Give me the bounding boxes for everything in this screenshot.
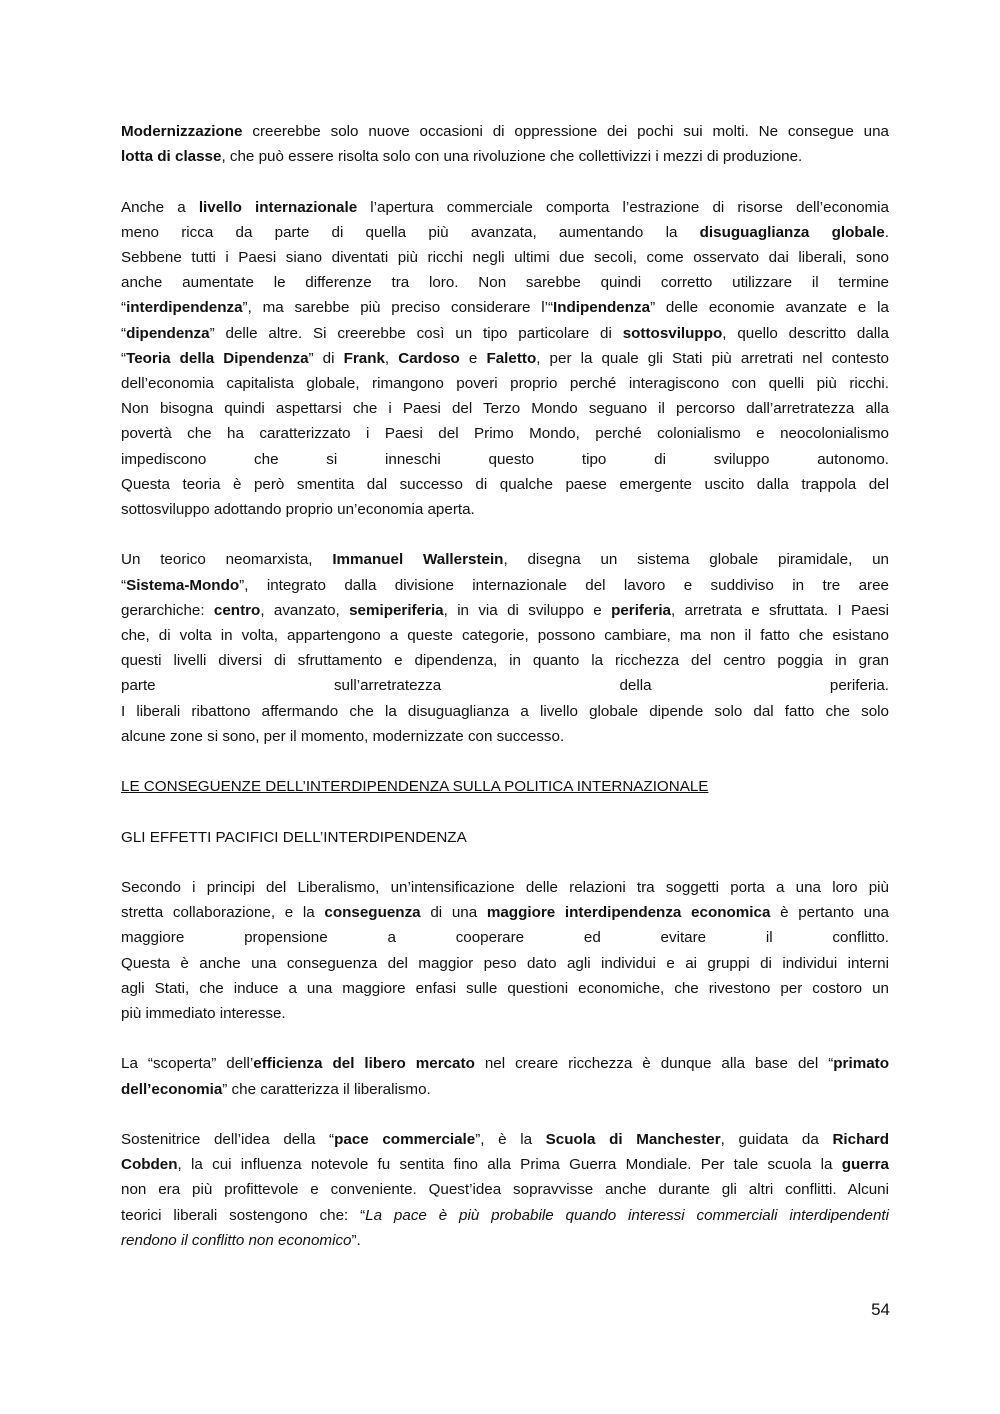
text-line	[121, 598, 889, 623]
text-run: gerarchiche:	[121, 601, 214, 619]
bold-term: sottosviluppo	[622, 324, 723, 342]
text-run: , arretrata e sfruttata. I Paesi	[671, 601, 890, 619]
text-line	[121, 371, 889, 396]
bold-term: Immanuel Wallerstein	[332, 551, 504, 569]
text-line	[121, 497, 889, 522]
text-line	[121, 976, 889, 1001]
text-run: , la cui influenza notevole fu sentita fino alla Prima Guerra Mondiale. Per tale scuola la	[177, 1156, 842, 1174]
bold-term: dell’economia	[121, 1080, 223, 1098]
text-run: ,	[384, 349, 399, 367]
text-run: ”, è la	[475, 1131, 546, 1149]
text-run: parte sull’arretratezza della periferia.	[121, 677, 889, 695]
text-run: non era più profittevole e conveniente. Quest’idea sopravvisse anche durante gli altri conflitti. Alcuni	[121, 1181, 889, 1199]
text-run: ”, ma sarebbe più preciso considerare l’“	[242, 299, 554, 317]
bold-term: interdipendenza	[126, 299, 243, 317]
bold-term: Cardoso	[398, 349, 460, 367]
text-run: Sostenitrice dell’idea della “	[121, 1131, 335, 1149]
text-run: Un teorico neomarxista,	[121, 551, 333, 569]
text-line	[121, 321, 889, 346]
text-line	[121, 825, 889, 850]
text-run: agli Stati, che induce a una maggiore enfasi sulle questioni economiche, che rivestono per costoro un	[121, 979, 889, 997]
bold-term: centro	[213, 601, 261, 619]
text-run: impediscono che si inneschi questo tipo di sviluppo autonomo.	[121, 450, 889, 468]
text-line	[121, 421, 889, 446]
bold-term: periferia	[611, 601, 671, 619]
text-run: meno ricca da parte di quella più avanzata, aumentando la	[121, 223, 700, 241]
text-run: l’apertura commerciale comporta l’estrazione di risorse dell’economia	[357, 198, 890, 216]
bold-term: primato	[833, 1055, 889, 1073]
italic-quote: rendono il conflitto non economico	[121, 1231, 352, 1249]
text-line	[121, 1051, 889, 1076]
text-run: , per la quale gli Stati più arretrati nel contesto	[536, 349, 889, 367]
paragraph	[121, 774, 889, 799]
text-line	[121, 1228, 889, 1253]
text-run: , guidata da	[720, 1131, 833, 1149]
text-line	[121, 119, 889, 144]
bold-term: Indipendenza	[553, 299, 651, 317]
page-number: 54	[871, 1300, 890, 1319]
bold-term: Richard	[832, 1131, 889, 1149]
text-line	[121, 447, 889, 472]
text-line	[121, 220, 889, 245]
text-line	[121, 573, 889, 598]
text-line	[121, 295, 889, 320]
text-run: “	[121, 349, 127, 367]
text-line	[121, 875, 889, 900]
text-line	[121, 547, 889, 572]
text-run: povertà che ha caratterizzato i Paesi del Primo Mondo, perché colonialismo e neocolonialismo	[121, 425, 889, 443]
text-line	[121, 1001, 889, 1026]
text-line	[121, 648, 889, 673]
paragraph	[121, 825, 889, 850]
bold-term: Frank	[343, 349, 385, 367]
text-run: maggiore propensione a cooperare ed evitare il conflitto.	[121, 929, 889, 947]
bold-term: Teoria della Dipendenza	[126, 349, 309, 367]
text-run: stretta collaborazione, e la	[121, 904, 325, 922]
bold-term: Faletto	[486, 349, 537, 367]
text-run: Questa teoria è però smentita dal successo di qualche paese emergente uscito dalla trappola del	[121, 475, 889, 493]
text-run: ” delle altre. Si creerebbe così un tipo particolare di	[209, 324, 623, 342]
text-line	[121, 396, 889, 421]
text-line	[121, 699, 889, 724]
text-line	[121, 270, 889, 295]
text-run: Secondo i principi del Liberalismo, un’intensificazione delle relazioni tra soggetti porta a una loro più	[121, 879, 889, 897]
text-run: che, di volta in volta, appartengono a queste categorie, possono cambiare, ma non il fatto che esistano	[121, 627, 889, 645]
bold-term: livello internazionale	[198, 198, 358, 216]
text-line	[121, 1203, 889, 1228]
text-run: “	[121, 576, 127, 594]
text-run: Sebbene tutti i Paesi siano diventati più ricchi negli ultimi due secoli, come osservato dai liberali, sono	[121, 249, 889, 266]
text-run: , in via di sviluppo e	[443, 601, 612, 619]
paragraph	[121, 875, 889, 1026]
text-run: sottosviluppo adottando proprio un’economia aperta.	[121, 501, 475, 519]
text-line	[121, 346, 889, 371]
bold-term: Sistema-Mondo	[126, 576, 240, 594]
text-line	[121, 1152, 889, 1177]
text-line	[121, 951, 889, 976]
text-line	[121, 472, 889, 497]
text-run: questi livelli diversi di sfruttamento e dipendenza, in quanto la ricchezza del centro poggia in gran	[121, 652, 889, 670]
italic-quote: La pace è più probabile quando interessi commerciali interdipendenti	[365, 1206, 889, 1224]
text-run: alcune zone si sono, per il momento, modernizzate con successo.	[121, 727, 565, 745]
text-run: ” di	[308, 349, 344, 367]
text-run: dell’economia capitalista globale, rimangono poveri proprio perché interagiscono con quelli più ricchi.	[121, 375, 889, 393]
bold-term: pace commerciale	[334, 1131, 476, 1149]
text-run: ”, integrato dalla divisione internazionale del lavoro e suddiviso in tre aree	[239, 576, 889, 594]
text-run: di una	[420, 904, 487, 922]
text-run: I liberali ribattono affermando che la disuguaglianza a livello globale dipende solo dal fatto che solo	[121, 702, 889, 720]
text-run: GLI EFFETTI PACIFICI DELL’INTERDIPENDENZA	[121, 828, 467, 846]
text-line	[121, 673, 889, 698]
text-line	[121, 900, 889, 925]
text-run: “	[121, 299, 127, 317]
text-run: La “scoperta” dell’	[121, 1055, 254, 1073]
text-run: Anche a	[121, 198, 199, 216]
text-run: , quello descritto dalla	[722, 324, 890, 342]
text-run: , avanzato,	[260, 601, 350, 619]
text-run: nel creare ricchezza è dunque alla base del “	[474, 1055, 834, 1073]
paragraph	[121, 119, 889, 169]
text-run: .	[884, 223, 889, 241]
text-run: è pertanto una	[770, 904, 889, 922]
text-run: più immediato interesse.	[121, 1005, 286, 1023]
bold-term: efficienza del libero mercato	[253, 1055, 475, 1073]
bold-term: Cobden	[121, 1156, 178, 1174]
bold-term: disuguaglianza globale	[699, 223, 885, 241]
page-body	[121, 119, 889, 1278]
bold-term: dipendenza	[126, 324, 210, 342]
text-run: , disegna un sistema globale piramidale, un	[503, 551, 889, 569]
text-run: ” che caratterizza il liberalismo.	[222, 1080, 431, 1098]
paragraph	[121, 1051, 889, 1101]
paragraph	[121, 1127, 889, 1253]
bold-term: conseguenza	[324, 904, 421, 922]
section-heading: LE CONSEGUENZE DELL’INTERDIPENDENZA SULLA POLITICA INTERNAZIONALE	[121, 778, 709, 796]
bold-term: guerra	[841, 1156, 889, 1174]
text-run: , che può essere risolta solo con una rivoluzione che collettivizzi i mezzi di produzione.	[221, 148, 803, 166]
text-line	[121, 774, 889, 799]
text-line	[121, 1127, 889, 1152]
bold-term: Modernizzazione	[121, 123, 243, 140]
text-run: anche aumentate le differenze tra loro. Non sarebbe quindi corretto utilizzare il termine	[121, 274, 889, 292]
text-line	[121, 245, 889, 270]
text-line	[121, 623, 889, 648]
text-line	[121, 925, 889, 950]
text-line	[121, 1077, 889, 1102]
paragraph	[121, 195, 889, 523]
text-line	[121, 724, 889, 749]
bold-term: lotta di classe	[121, 148, 222, 166]
text-line	[121, 195, 889, 220]
text-line	[121, 144, 889, 169]
text-run: ”.	[351, 1231, 361, 1249]
text-run: Questa è anche una conseguenza del maggior peso dato agli individui e ai gruppi di individui interni	[121, 954, 889, 972]
text-run: Non bisogna quindi aspettarsi che i Paesi del Terzo Mondo seguano il percorso dall’arretratezza alla	[121, 400, 889, 418]
text-run: “	[121, 324, 127, 342]
paragraph	[121, 547, 889, 749]
text-line	[121, 1177, 889, 1202]
text-run: teorici liberali sostengono che: “	[121, 1206, 366, 1224]
text-run: ” delle economie avanzate e la	[650, 299, 889, 317]
text-run: creerebbe solo nuove occasioni di oppressione dei pochi sui molti. Ne consegue una	[242, 123, 889, 140]
bold-term: Scuola di Manchester	[545, 1131, 721, 1149]
bold-term: maggiore interdipendenza economica	[486, 904, 771, 922]
bold-term: semiperiferia	[349, 601, 444, 619]
text-run: e	[459, 349, 487, 367]
